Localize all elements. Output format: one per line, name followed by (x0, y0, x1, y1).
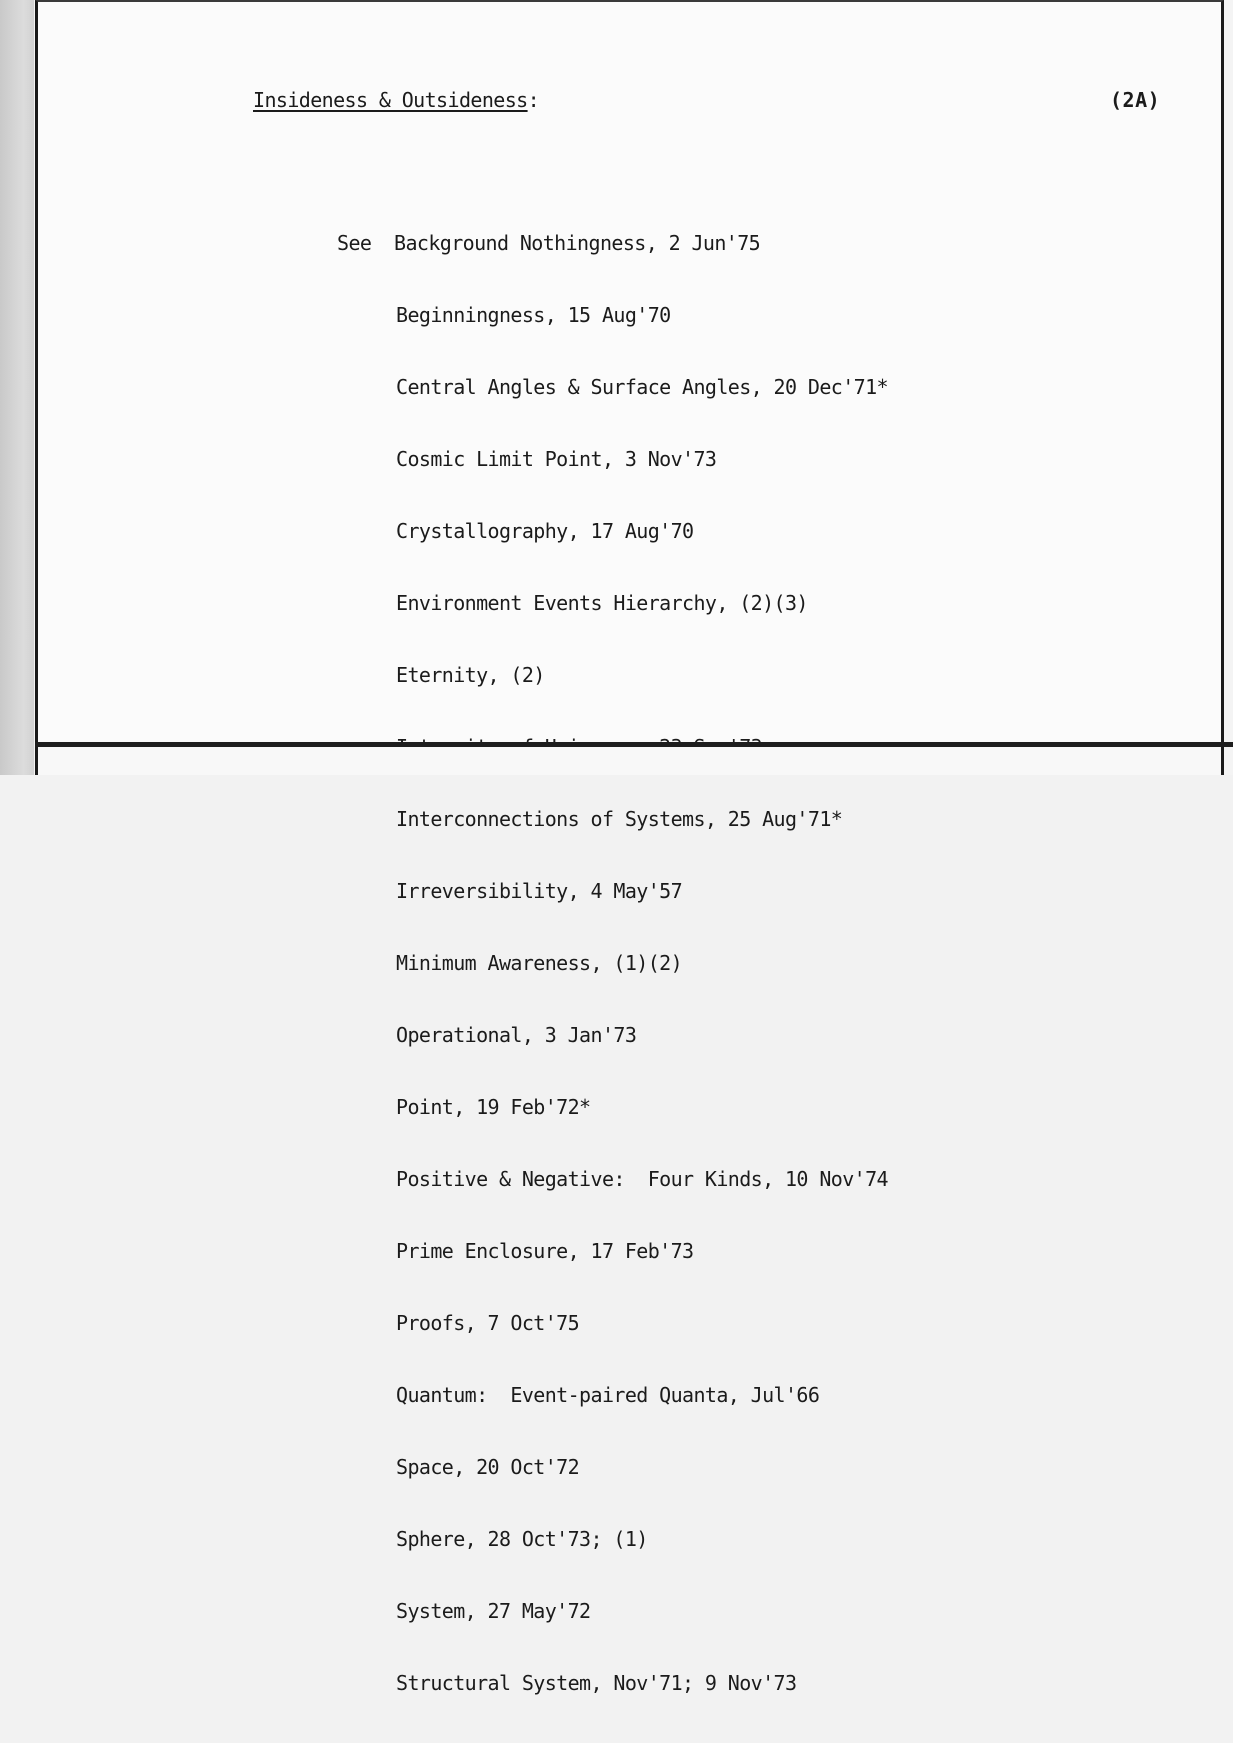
list-item: Sphere, 28 Oct'73; (1) (396, 1527, 648, 1551)
see-label: See (337, 231, 372, 255)
list-item: Minimum Awareness, (1)(2) (396, 951, 683, 975)
list-item: Beginningness, 15 Aug'70 (396, 303, 671, 327)
list-item: Eternity, (2) (396, 663, 545, 687)
list-item: Environment Events Hierarchy, (2)(3) (396, 591, 808, 615)
list-item: Space, 20 Oct'72 (396, 1455, 580, 1479)
card-number: (2A) (1110, 88, 1161, 112)
entry-text: Background Nothingness, 2 Jun'75 (394, 231, 761, 255)
cross-reference-list (337, 183, 888, 1743)
next-card-edge (35, 747, 1224, 775)
card-heading: Insideness & Outsideness (253, 88, 528, 112)
list-item: Positive & Negative: Four Kinds, 10 Nov'74 (396, 1167, 888, 1191)
list-item: Irreversibility, 4 May'57 (396, 879, 683, 903)
list-item: Point, 19 Feb'72* (396, 1095, 591, 1119)
list-item: Structural System, Nov'71; 9 Nov'73 (396, 1671, 797, 1695)
list-item: Central Angles & Surface Angles, 20 Dec'71* (396, 375, 888, 399)
list-item: Operational, 3 Jan'73 (396, 1023, 637, 1047)
list-item: Crystallography, 17 Aug'70 (396, 519, 694, 543)
card-heading-colon: : (527, 88, 540, 112)
list-item: Quantum: Event-paired Quanta, Jul'66 (396, 1383, 820, 1407)
list-item: System, 27 May'72 (396, 1599, 591, 1623)
list-item: Proofs, 7 Oct'75 (396, 1311, 580, 1335)
list-item: Prime Enclosure, 17 Feb'73 (396, 1239, 694, 1263)
list-item (337, 231, 888, 255)
card-title (253, 88, 539, 112)
page-edge-shadow (0, 0, 34, 775)
list-item: Interconnections of Systems, 25 Aug'71* (396, 807, 843, 831)
list-item: Cosmic Limit Point, 3 Nov'73 (396, 447, 717, 471)
